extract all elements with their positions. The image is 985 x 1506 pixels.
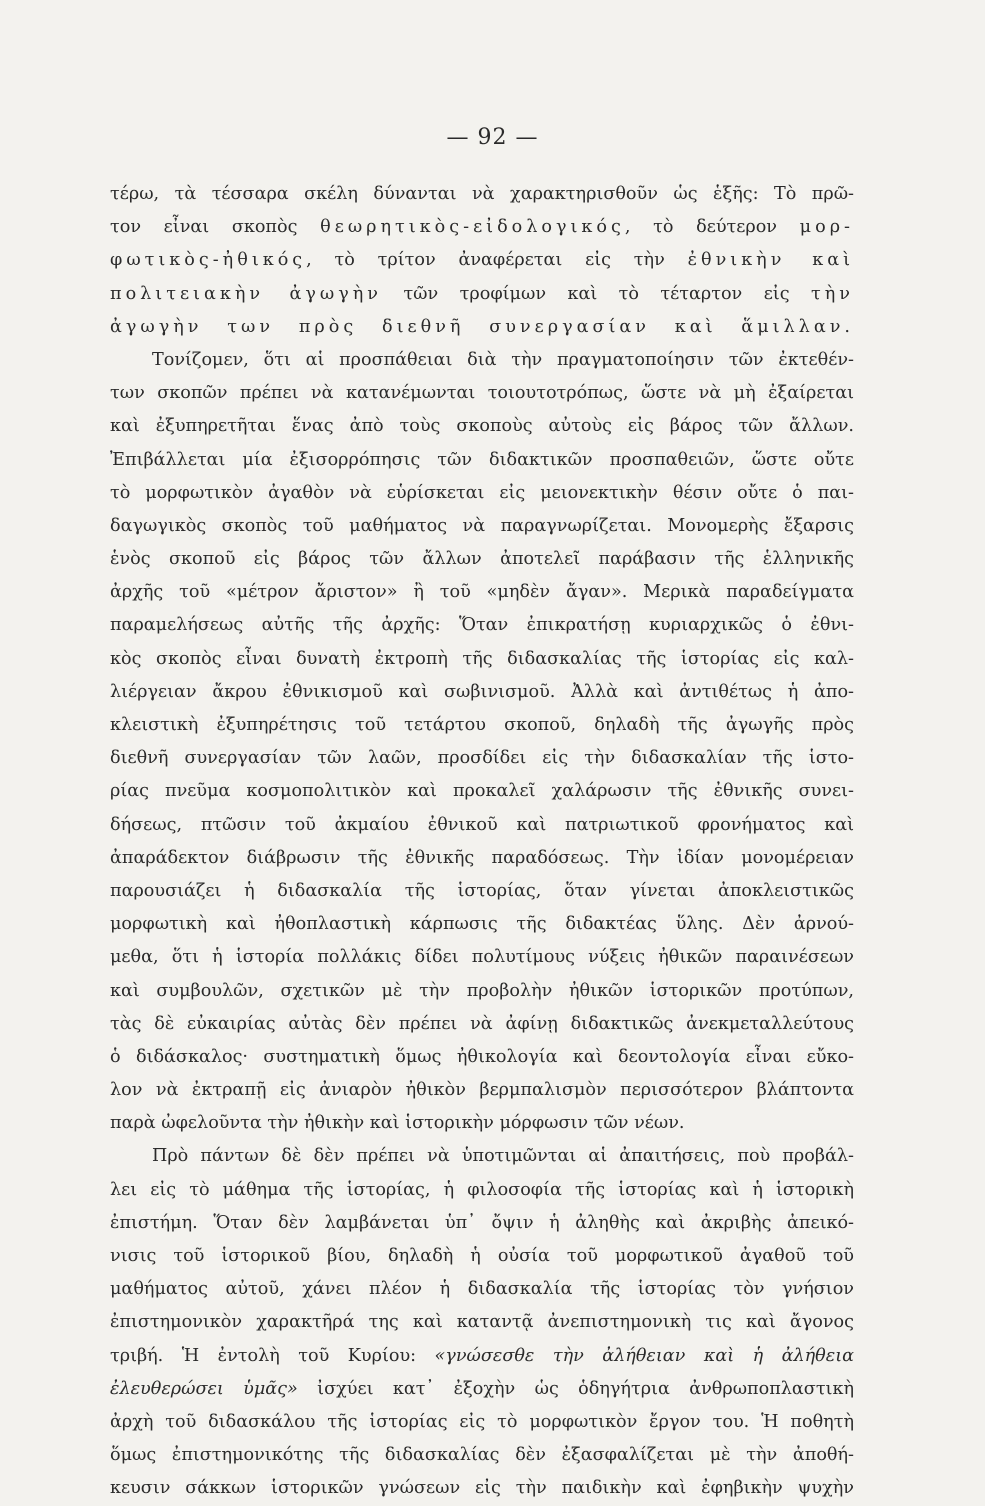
text-line: ὁ διδάσκαλος· συστηματικὴ ὅμως ἠθικολογία καὶ δεοντολογία εἶναι εὔκο- (110, 1046, 854, 1067)
text-line: ἐπιστημονικὸν χαρακτῆρά της καὶ καταντᾷ ἀνεπιστημονικὴ τις καὶ ἄγονος (110, 1312, 854, 1333)
text-line: δήσεως, πτῶσιν τοῦ ἀκμαίου ἐθνικοῦ καὶ πατριωτικοῦ φρονήματος καὶ (110, 814, 854, 835)
text-line: ἀγωγὴν των πρὸς διεθνῆ συνεργασίαν καὶ ἅμιλλαν. (110, 316, 854, 337)
text-line: φωτικὸς-ἠθικός, τὸ τρίτον ἀναφέρεται εἰς τὴν ἐθνικὴν καὶ (110, 250, 854, 271)
text-line: μαθήματος αὐτοῦ, χάνει πλέον ἡ διδασκαλία τῆς ἱστορίας τὸν γνήσιον (110, 1279, 854, 1300)
text-line: ὅμως ἐπιστημονικότης τῆς διδασκαλίας δὲν ἐξασφαλίζεται μὲ τὴν ἀποθή- (110, 1445, 854, 1466)
text-line: κὸς σκοπὸς εἶναι δυνατὴ ἐκτροπὴ τῆς διδασκαλίας τῆς ἱστορίας εἰς καλ- (110, 648, 854, 669)
text-line: ἀρχὴ τοῦ διδασκάλου τῆς ἱστορίας εἰς τὸ μορφωτικὸν ἔργον του. Ἡ ποθητὴ (110, 1411, 854, 1432)
text-line: πολιτειακὴν ἀγωγὴν τῶν τροφίμων καὶ τὸ τέταρτον εἰς τὴν (110, 283, 854, 304)
text-line: τέρω, τὰ τέσσαρα σκέλη δύνανται νὰ χαρακτηρισθοῦν ὡς ἑξῆς: Τὸ πρῶ- (110, 184, 854, 204)
text-line: δαγωγικὸς σκοπὸς τοῦ μαθήματος νὰ παραγνωρίζεται. Μονομερὴς ἔξαρσις (110, 515, 854, 536)
text-line: τον εἶναι σκοπὸς θεωρητικὸς-εἰδολογικός, τὸ δεύτερον μορ- (110, 217, 854, 238)
text-line: κλειστικὴ ἐξυπηρέτησις τοῦ τετάρτου σκοποῦ, δηλαδὴ τῆς ἀγωγῆς πρὸς (110, 715, 854, 735)
text-line: Τονίζομεν, ὅτι αἱ προσπάθειαι διὰ τὴν πραγματοποίησιν τῶν ἐκτεθέν- (152, 349, 854, 370)
text-line: μεθα, ὅτι ἡ ἱστορία πολλάκις δίδει πολυτίμους νύξεις ἠθικῶν παραινέσεων (110, 947, 854, 968)
text-line: καὶ ἐξυπηρετῆται ἕνας ἀπὸ τοὺς σκοποὺς αὐτοὺς εἰς βάρος τῶν ἄλλων. (110, 416, 854, 437)
text-line: τὸ μορφωτικὸν ἀγαθὸν νὰ εὑρίσκεται εἰς μειονεκτικὴν θέσιν οὔτε ὁ παι- (110, 482, 854, 503)
text-line: διεθνῆ συνεργασίαν τῶν λαῶν, προσδίδει εἰς τὴν διδασκαλίαν τῆς ἱστο- (110, 748, 854, 769)
text-line: λει εἰς τὸ μάθημα τῆς ἱστορίας, ἡ φιλοσοφία τῆς ἱστορίας καὶ ἡ ἱστορικὴ (110, 1179, 854, 1200)
text-line: καὶ συμβουλῶν, σχετικῶν μὲ τὴν προβολὴν ἠθικῶν ἱστορικῶν προτύπων, (110, 980, 854, 1001)
text-line: ἀπαράδεκτον διάβρωσιν τῆς ἐθνικῆς παραδόσεως. Τὴν ἰδίαν μονομέρειαν (110, 847, 854, 868)
text-line: ἀρχῆς τοῦ «μέτρον ἄριστον» ἢ τοῦ «μηδὲν ἄγαν». Μερικὰ παραδείγματα (110, 582, 854, 603)
text-line: ἐπιστήμη. Ὅταν δὲν λαμβάνεται ὑπ᾽ ὄψιν ἡ ἀληθὴς καὶ ἀκριβὴς ἀπεικό- (110, 1212, 854, 1233)
text-line: τριβή. Ἡ ἐντολὴ τοῦ Κυρίου: «γνώσεσθε τὴν ἀλήθειαν καὶ ἡ ἀλήθεια (110, 1345, 854, 1366)
text-line: κευσιν σάκκων ἱστορικῶν γνώσεων εἰς τὴν παιδικὴν καὶ ἐφηβικὴν ψυχὴν (110, 1478, 854, 1499)
body-text (110, 178, 854, 1506)
text-line: τὰς δὲ εὐκαιρίας αὐτὰς δὲν πρέπει νὰ ἀφίνῃ διδακτικῶς ἀνεκμεταλλεύτους (110, 1013, 854, 1034)
text-line: παρὰ ὠφελοῦντα τὴν ἠθικὴν καὶ ἱστορικὴν μόρφωσιν τῶν νέων. (110, 1113, 685, 1134)
text-line: ἑνὸς σκοποῦ εἰς βάρος τῶν ἄλλων ἀποτελεῖ παράβασιν τῆς ἑλληνικῆς (110, 549, 854, 570)
page-number: — 92 — (446, 125, 539, 150)
text-line: παραμελήσεως αὐτῆς τῆς ἀρχῆς: Ὅταν ἐπικρατήσῃ κυριαρχικῶς ὁ ἐθνι- (110, 615, 854, 636)
text-line: ἐλευθερώσει ὑμᾶς» ἰσχύει κατ᾽ ἐξοχὴν ὡς ὁδηγήτρια ἀνθρωποπλαστικὴ (110, 1378, 854, 1399)
text-line: των σκοπῶν πρέπει νὰ κατανέμωνται τοιουτοτρόπως, ὥστε νὰ μὴ ἐξαίρεται (110, 383, 854, 404)
text-line: παρουσιάζει ἡ διδασκαλία τῆς ἱστορίας, ὅταν γίνεται ἀποκλειστικῶς (110, 880, 854, 901)
text-line: λον νὰ ἐκτραπῇ εἰς ἀνιαρὸν ἠθικὸν βερμπαλισμὸν περισσότερον βλάπτοντα (110, 1080, 854, 1101)
text-line: νισις τοῦ ἱστορικοῦ βίου, δηλαδὴ ἡ οὐσία τοῦ μορφωτικοῦ ἀγαθοῦ τοῦ (110, 1246, 854, 1266)
text-line: λιέργειαν ἄκρου ἐθνικισμοῦ καὶ σωβινισμοῦ. Ἀλλὰ καὶ ἀντιθέτως ἡ ἀπο- (110, 681, 854, 702)
text-line: μορφωτικὴ καὶ ἠθοπλαστικὴ κάρπωσις τῆς διδακτέας ὕλης. Δὲν ἀρνού- (110, 914, 854, 935)
text-line: ρίας πνεῦμα κοσμοπολιτικὸν καὶ προκαλεῖ χαλάρωσιν τῆς ἐθνικῆς συνει- (110, 781, 854, 802)
text-line: Πρὸ πάντων δὲ δὲν πρέπει νὰ ὑποτιμῶνται αἱ ἀπαιτήσεις, ποὺ προβάλ- (152, 1146, 854, 1167)
text-line: Ἐπιβάλλεται μία ἐξισορρόπησις τῶν διδακτικῶν προσπαθειῶν, ὥστε οὔτε (110, 449, 854, 470)
